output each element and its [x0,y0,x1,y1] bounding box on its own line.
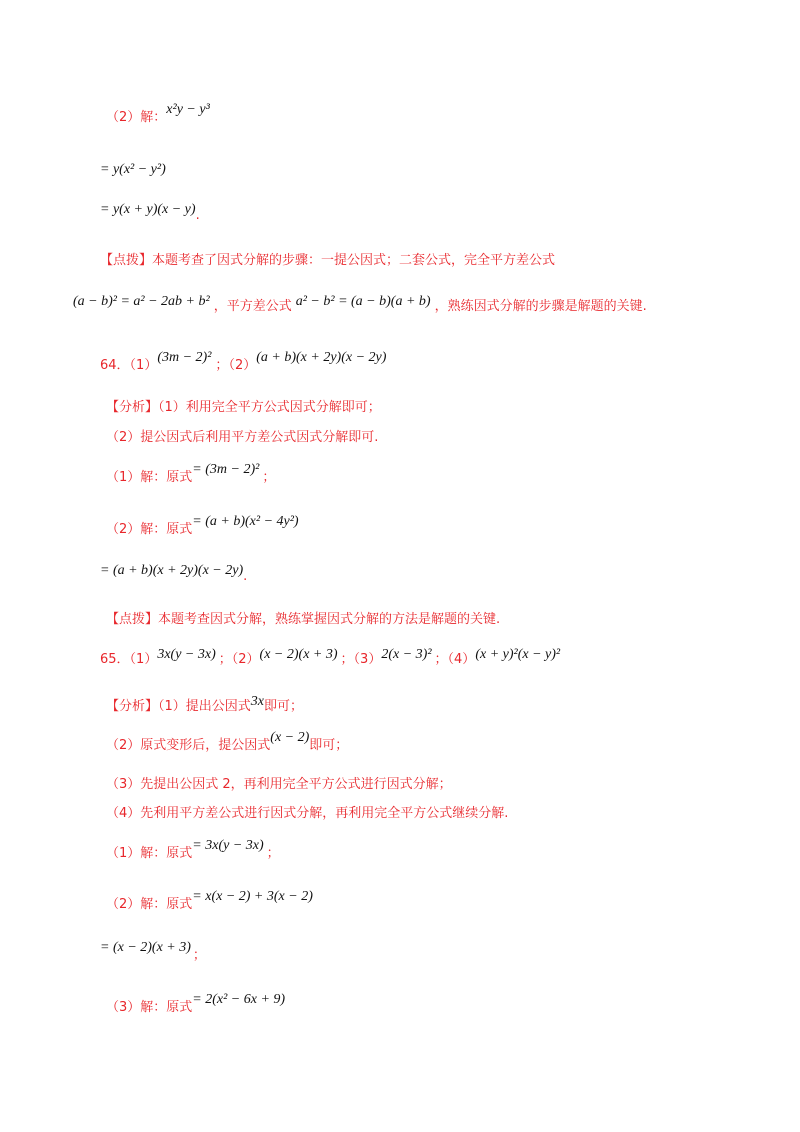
p63-solution2-line [106,102,210,128]
p64-analysis1 [106,398,381,418]
math-expression: = y(x² − y²) [100,162,166,177]
part-label: （2） [228,358,257,373]
separator: ； [215,358,229,373]
solution-label: （3）解：原式 [106,1000,193,1015]
tip-label: 【点拨】 [106,612,159,627]
analysis-text: 即可； [264,699,304,714]
p65-solution2 [106,889,313,915]
separator: ； [340,652,354,667]
period: . [243,569,248,584]
separator: ； [262,470,276,485]
math-answer: (a + b)(x + 2y)(x − 2y) [256,350,387,365]
math-answer: 3x(y − 3x) [157,647,216,662]
analysis-text: （4）先利用平方差公式进行因式分解，再利用完全平方公式继续分解. [106,806,509,821]
part-label: （2） [231,652,260,667]
p63-tip [100,251,555,271]
part-label: （1） [129,652,158,667]
separator: ； [266,846,280,861]
p65-analysis2 [106,730,349,756]
analysis-text: （2）原式变形后，提公因式 [106,738,271,753]
math-answer: (3m − 2)² [157,350,212,365]
p64-tip [106,610,500,630]
p65-analysis1 [106,694,304,717]
analysis-text: （1）利用完全平方公式因式分解即可； [158,400,381,415]
p65-answer-line [100,647,561,670]
tip-text: 本题考查了因式分解的步骤：一提公因式；二套公式，完全平方差公式 [152,253,556,268]
part-label: （4） [447,652,476,667]
analysis-text: 即可； [309,738,349,753]
math-expression: x²y − y³ [166,102,210,117]
math-answer: (x − 2)(x + 3) [259,647,338,662]
analysis-text: （1）提出公因式 [158,699,251,714]
math-answer: (x + y)²(x − y)² [475,647,561,662]
tip-label: 【点拨】 [100,253,153,268]
analysis-text: （2）提公因式后利用平方差公式因式分解即可. [106,430,379,445]
math-expression: = (x − 2)(x + 3) [100,940,191,955]
math-formula: (a − b)² = a² − 2ab + b² [73,294,210,309]
solution-label: （2）解： [106,110,167,125]
problem-number: 65． [100,652,130,667]
solution-label: （2）解：原式 [106,522,193,537]
solution-label: （2）解：原式 [106,897,193,912]
p63-step1 [100,160,166,180]
analysis-label: 【分析】 [106,400,159,415]
p65-solution3 [106,992,286,1018]
math-expression: = 2(x² − 6x + 9) [192,992,286,1007]
p64-answer-line [100,350,387,376]
math-expression: = y(x + y)(x − y) [100,202,196,217]
solution-label: （1）解：原式 [106,470,193,485]
p64-solution1 [106,462,276,488]
p64-analysis2 [106,428,378,448]
p65-analysis3 [106,775,452,795]
math-inline: (x − 2) [270,730,310,745]
p65-solution1 [106,838,280,864]
tip-text: ，平方差公式 [213,299,292,314]
analysis-label: 【分析】 [106,699,159,714]
p65-solution2-step [100,938,206,963]
math-formula: a² − b² = (a − b)(a + b) [295,294,431,309]
p63-tip-formulas [73,294,647,317]
math-expression: = (a + b)(x + 2y)(x − 2y) [100,563,244,578]
math-expression: = x(x − 2) + 3(x − 2) [192,889,313,904]
p65-analysis4 [106,804,508,824]
math-expression: = (3m − 2)² [192,462,260,477]
tip-text: ，熟练因式分解的步骤是解题的关键. [434,299,647,314]
tip-text: 本题考查因式分解，熟练掌握因式分解的方法是解题的关键. [158,612,501,627]
p64-solution2 [106,514,299,540]
p63-step2 [100,200,200,223]
p64-solution2-step [100,561,248,584]
math-answer: 2(x − 3)² [381,647,432,662]
separator: ； [192,948,206,963]
part-label: （3） [353,652,382,667]
problem-number: 64． [100,358,130,373]
math-expression: = (a + b)(x² − 4y²) [192,514,299,529]
math-inline: 3x [250,694,265,709]
period: . [195,208,200,223]
separator: ； [434,652,448,667]
part-label: （1） [129,358,158,373]
separator: ； [218,652,232,667]
math-expression: = 3x(y − 3x) [192,838,264,853]
analysis-text: （3）先提出公因式 2，再利用完全平方公式进行因式分解； [106,777,452,792]
solution-label: （1）解：原式 [106,846,193,861]
